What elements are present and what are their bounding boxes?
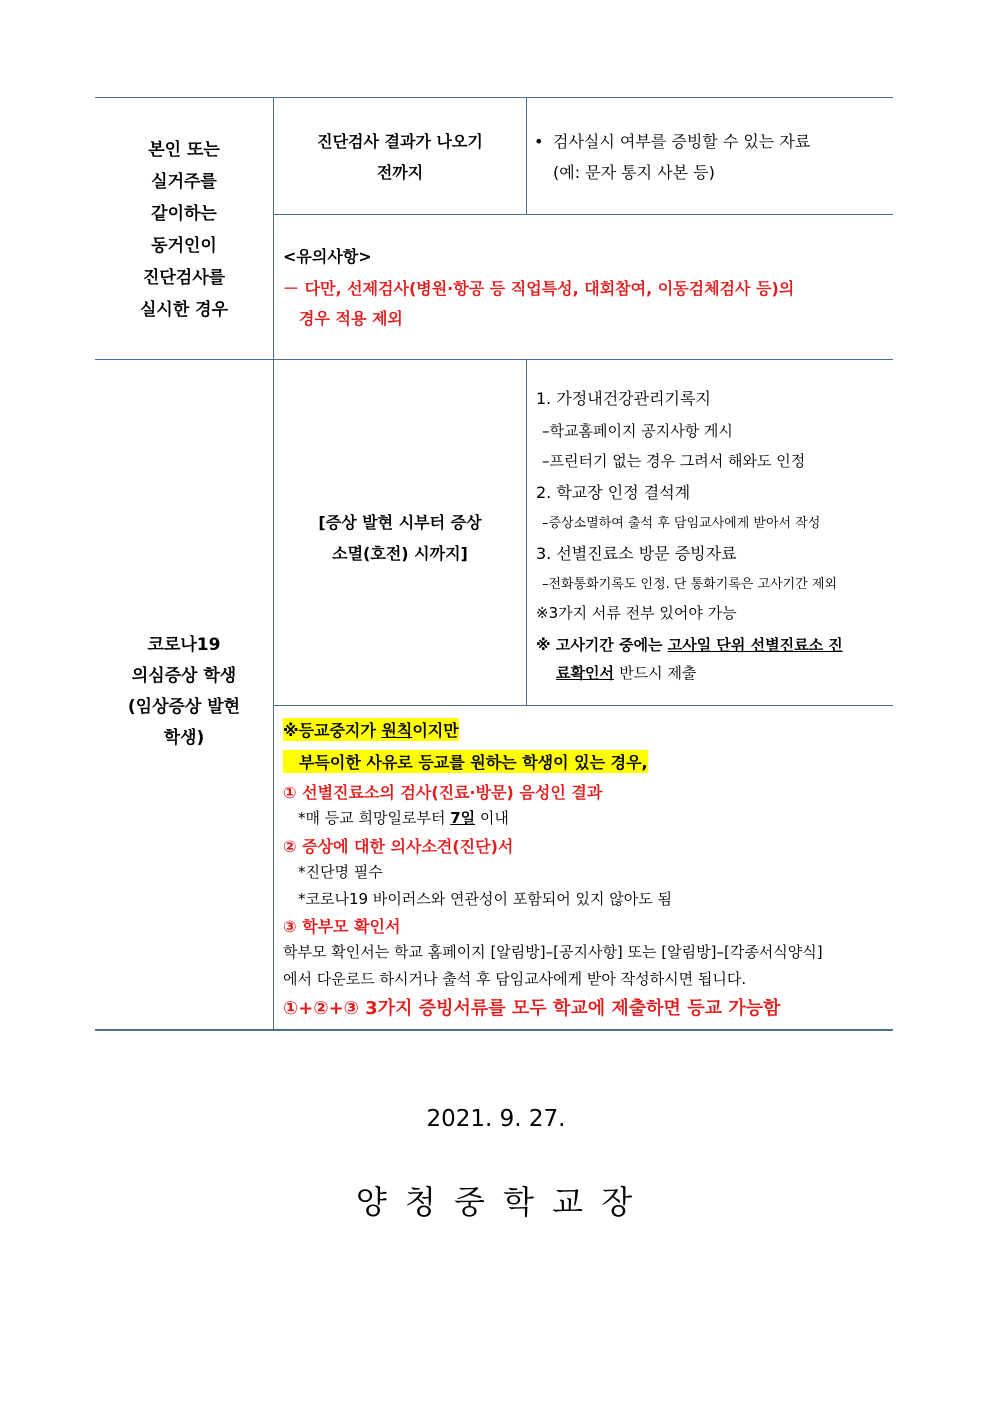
school-principal-signature: 양 청 중 학 교 장 (355, 1183, 637, 1221)
row1-period-line: 전까지 (376, 163, 424, 182)
bullet-icon: • (534, 132, 544, 151)
row2-category (96, 630, 272, 754)
row2-category-line: 학생) (163, 728, 205, 748)
row1-period-line: 진단검사 결과가 나오기 (317, 132, 483, 151)
row1-category-line: 본인 또는 (148, 140, 220, 160)
row1-caution-title: <유의사항> (283, 247, 372, 266)
hl-prefix: ※등교중지가 (283, 721, 382, 740)
condition-3-desc: 에서 다운로드 하시거나 출석 후 담임교사에게 받아 작성하시면 됩니다. (283, 970, 747, 988)
row2-period-line: 소멸(호전) 시까지] (332, 544, 468, 563)
doc-item-2: 2. 학교장 인정 결석계 (536, 483, 691, 502)
note-2-underlined: 고사일 단위 선별진료소 진 (667, 636, 843, 654)
row1-caution-line: 경우 적용 제외 (299, 309, 403, 328)
doc-item-1-sub: –프린터기 없는 경우 그려서 해와도 인정 (542, 452, 806, 470)
row1-evidence-line: 검사실시 여부를 증빙할 수 있는 자료 (553, 132, 811, 151)
c1-sub-prefix: *매 등교 희망일로부터 (298, 809, 451, 827)
row2-category-line: 의심증상 학생 (131, 666, 237, 686)
row2-period-line: [증상 발현 시부터 증상 (318, 513, 482, 532)
row1-evidence-line: (예: 문자 통지 사본 등) (553, 163, 715, 182)
hl-principle: 원칙 (381, 721, 413, 740)
row2-attendance (280, 714, 890, 1026)
doc-item-2-sub: –증상소멸하여 출석 후 담임교사에게 받아서 작성 (542, 516, 821, 531)
condition-2: ② 증상에 대한 의사소견(진단)서 (283, 837, 514, 856)
row2-period-border (526, 359, 527, 705)
condition-1-sub (298, 807, 509, 828)
hl-line-2-text: 부득이한 사유로 등교를 원하는 학생이 있는 경우, (299, 753, 648, 772)
c1-sub-suffix: 이내 (475, 809, 509, 827)
row1-category-line: 진단검사를 (142, 268, 226, 288)
doc-item-1: 1. 가정내건강관리기록지 (536, 389, 711, 408)
row1-caution-line: － 다만, 선제검사(병원·항공 등 직업특성, 대회참여, 이동검체검사 등)의 (283, 279, 795, 298)
doc-item-1-sub: –학교홈페이지 공지사항 게시 (542, 422, 733, 440)
row-separator (95, 359, 893, 360)
document-date: 2021. 9. 27. (426, 1106, 566, 1132)
note-2-underlined: 료확인서 (556, 664, 614, 682)
hl-suffix: 이지만 (412, 721, 459, 740)
row1-period (274, 126, 526, 188)
condition-2-sub: *진단명 필수 (298, 863, 383, 881)
note-2-suffix: 반드시 제출 (619, 664, 697, 682)
row1-category-line: 동거인이 (151, 236, 217, 256)
attendance-highlight-line-1 (283, 718, 459, 741)
condition-2-sub: *코로나19 바이러스와 연관성이 포함되어 있지 않아도 됨 (298, 890, 672, 908)
row1-inner-border (273, 214, 893, 215)
row1-category-line: 실거주를 (151, 172, 217, 192)
note-2-prefix: 고사기간 중에는 (555, 636, 663, 654)
row2-category-line: 코로나19 (147, 635, 221, 655)
condition-1: ① 선별진료소의 검사(진료·방문) 음성인 결과 (283, 783, 603, 802)
note-mark-icon: ※ (536, 636, 551, 654)
row1-category-line: 같이하는 (151, 204, 217, 224)
table-top-border (95, 97, 893, 98)
row2-documents (534, 386, 894, 696)
row2-inner-border (273, 705, 893, 706)
condition-3: ③ 학부모 확인서 (283, 917, 401, 936)
doc-item-3: 3. 선별진료소 방문 증빙자료 (536, 544, 737, 563)
attendance-highlight-line-2 (283, 750, 648, 773)
row2-category-line: (임상증상 발현 (127, 697, 241, 717)
condition-3-desc: 학부모 확인서는 학교 홈페이지 [알림방]–[공지사항] 또는 [알림방]–[각종서식양식] (283, 943, 823, 961)
row2-period (274, 507, 526, 569)
doc-note-2 (536, 634, 843, 655)
final-statement: ①+②+③ 3가지 증빙서류를 모두 학교에 제출하면 등교 가능함 (283, 998, 781, 1019)
doc-note-2-cont (556, 662, 696, 683)
doc-item-3-sub: –전화통화기록도 인정. 단 통화기록은 고사기간 제외 (542, 577, 838, 592)
row1-category (96, 134, 272, 326)
row1-period-border (526, 97, 527, 214)
row1-category-line: 실시한 경우 (139, 300, 229, 320)
doc-note-1: ※3가지 서류 전부 있어야 가능 (536, 604, 737, 622)
c1-sub-days: 7일 (450, 809, 476, 827)
table-bottom-border (95, 1029, 893, 1031)
